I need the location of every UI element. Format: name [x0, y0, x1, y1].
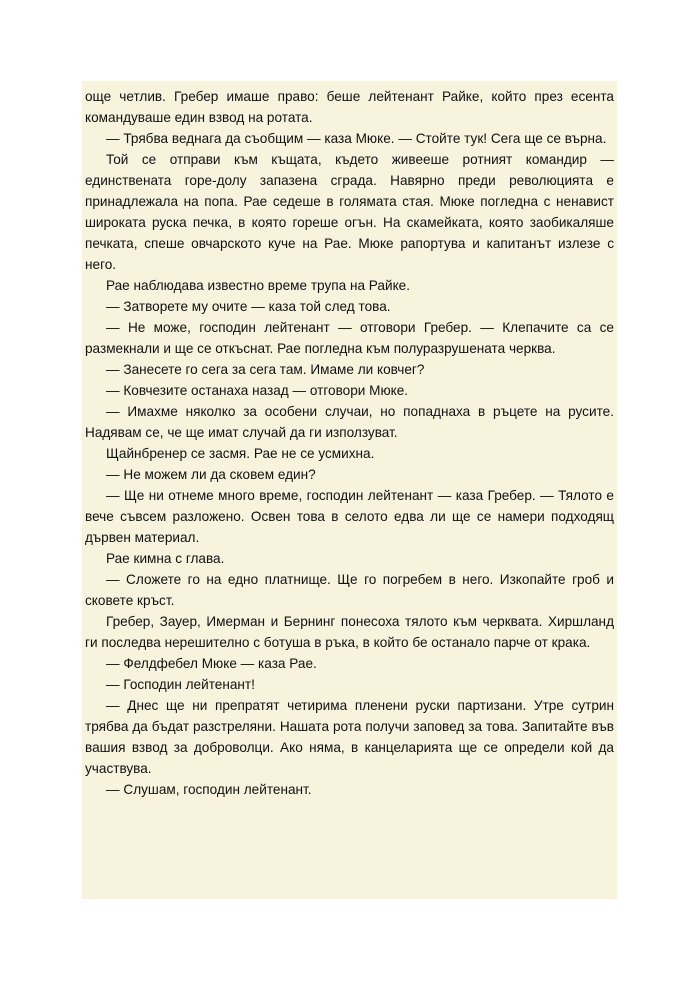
paragraph: Рае наблюдава известно време трупа на Райке.	[106, 278, 411, 293]
paragraph: Гребер, Зауер, Имерман и Бернинг понесоха тялото към черквата. Хиршланд ги последва нерешително с ботуша в ръка, в който бе останало парче от крака.	[85, 614, 614, 650]
paragraph: Щайнбренер се засмя. Рае не се усмихна.	[106, 446, 375, 461]
paragraph: Рае кимна с глава.	[106, 551, 225, 566]
paragraph: — Днес ще ни препратят четирима пленени руски партизани. Утре сутрин трябва да бъдат разстреляни. Нашата рота получи заповед за това. Запитайте във вашия взвод за доброволци. Ако няма, в канцеларията ще се определи кой да участвува.	[85, 698, 614, 776]
paragraph: — Фелдфебел Мюке — каза Рае.	[106, 656, 317, 671]
paragraph: — Господин лейтенант!	[106, 677, 255, 692]
paragraph: — Не можем ли да сковем един?	[106, 467, 316, 482]
paragraph: — Имахме няколко за особени случаи, но попаднаха в ръцете на русите. Надявам се, че ще имат случай да ги използуват.	[85, 404, 614, 440]
paragraph: Той се отправи към къщата, където живееше ротният командир — единствената горе-долу запазена сграда. Навярно преди революцията е принадлежала на попа. Рае седеше в голямата стая. Мюке погледна с ненавист широката руска печка, в която гореше огън. На скамейката, която заобикаляше печката, спеше овчарското куче на Рае. Мюке рапортува и капитанът излезе с него.	[85, 152, 614, 272]
paragraph: — Не може, господин лейтенант — отговори Гребер. — Клепачите са се размекнали и ще се откъснат. Рае погледна към полуразрушената черква.	[85, 320, 614, 356]
paragraph: — Ковчезите останаха назад — отговори Мюке.	[106, 383, 409, 398]
paragraph: — Занесете го сега за сега там. Имаме ли ковчег?	[106, 362, 425, 377]
paragraph: — Трябва веднага да съобщим — каза Мюке. — Стойте тук! Сега ще се върна.	[106, 131, 607, 146]
paragraph: — Слушам, господин лейтенант.	[106, 782, 312, 797]
paragraph: — Ще ни отнеме много време, господин лейтенант — каза Гребер. — Тялото е вече съвсем разложено. Освен това в селото едва ли ще се намери подходящ дървен материал.	[85, 488, 614, 545]
paragraph: — Затворете му очите — каза той след това.	[106, 299, 391, 314]
page-text-block	[82, 81, 617, 899]
paragraph: още четлив. Гребер имаше право: беше лейтенант Райке, който през есента командуваше един взвод на ротата.	[85, 89, 614, 125]
paragraph: — Сложете го на едно платнище. Ще го погребем в него. Изкопайте гроб и сковете кръст.	[85, 572, 614, 608]
